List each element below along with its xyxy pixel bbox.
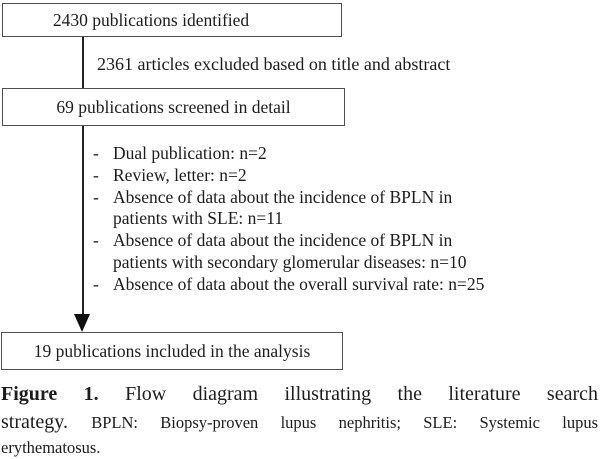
exclusion-list	[93, 143, 563, 296]
caption-line-3: erythematosus.	[1, 438, 101, 457]
caption-line-2	[1, 408, 598, 437]
caption-abbreviations: BPLN: Biopsy-proven lupus nephritis; SLE: Systemic lupus	[91, 413, 599, 432]
caption-title-part-1: Flow diagram illustrating the literature search	[125, 383, 599, 405]
flow-box-identified-label: 2430 publications identified	[52, 9, 250, 30]
exclusion-item	[93, 165, 563, 187]
dash-bullet: -	[93, 164, 99, 185]
exclusion-item	[93, 230, 563, 274]
dash-bullet: -	[93, 273, 99, 294]
flow-box-screened-label: 69 publications screened in detail	[56, 96, 291, 117]
exclusion-item-text: Dual publication: n=2	[113, 143, 267, 163]
flow-box-identified	[2, 3, 342, 37]
caption-line-1	[1, 381, 598, 408]
exclusion-item-text: Absence of data about the incidence of BPLN in	[113, 186, 453, 207]
arrow-down-icon	[74, 314, 90, 332]
exclusion-item	[93, 274, 563, 296]
flow-box-included-label: 19 publications included in the analysis	[33, 340, 311, 361]
dash-bullet: -	[93, 186, 99, 207]
dash-bullet: -	[93, 230, 99, 251]
figure-label: Figure 1.	[1, 383, 99, 405]
exclusion-item	[93, 187, 563, 231]
connector-screened-to-included	[82, 126, 84, 315]
flow-box-included	[1, 332, 343, 370]
exclusion-item-text-wrap: patients with secondary glomerular diseases: n=10	[113, 251, 467, 272]
exclusion-item-text: Absence of data about the overall survival rate: n=25	[113, 273, 485, 294]
dash-bullet: -	[93, 143, 99, 163]
exclusion-item-text-wrap: patients with SLE: n=11	[113, 208, 284, 229]
connector-identified-to-screened	[82, 37, 84, 88]
exclusion-note: 2361 articles excluded based on title and abstract	[97, 54, 451, 74]
exclusion-item-text: Review, letter: n=2	[113, 164, 247, 185]
caption-title-part-2: strategy.	[1, 411, 69, 433]
figure-caption	[1, 381, 598, 459]
flow-box-screened	[2, 88, 345, 126]
exclusion-item	[93, 143, 563, 165]
exclusion-item-text: Absence of data about the incidence of BPLN in	[113, 230, 453, 251]
